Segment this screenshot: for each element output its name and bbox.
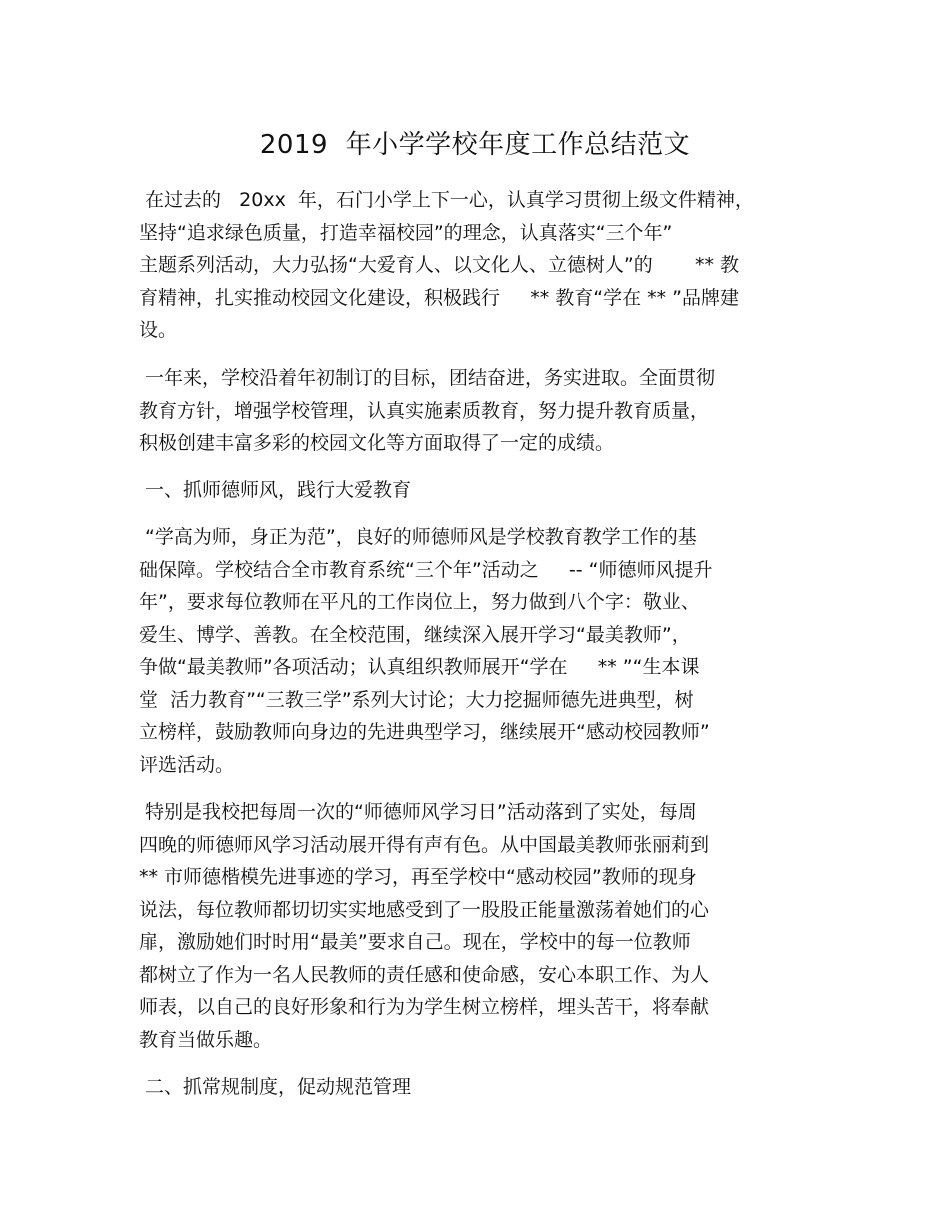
paragraph-summary	[139, 362, 819, 460]
paragraph-teacher-ethics	[139, 521, 819, 781]
paragraph-line: 坚持“追求绿色质量，打造幸福校园”的理念，认真落实“三个年”	[139, 221, 673, 244]
paragraph-line: ** 市师德楷模先进事迹的学习，再至学校中“感动校园”教师的现身	[139, 866, 697, 888]
paragraph-line: 设。	[139, 319, 178, 341]
paragraph-line: 扉，激励她们时时用“最美”要求自己。现在，学校中的每一位教师	[139, 931, 691, 953]
paragraph-line: 础保障。学校结合全市教育系统“三个年”活动之 -- “师德师风提升	[139, 558, 713, 581]
paragraph-line: 主题系列活动，大力弘扬“大爱育人、以文化人、立德树人”的 ** 教	[139, 254, 740, 276]
paragraph-line: 年”，要求每位教师在平凡的工作岗位上，努力做到八个字：敬业、	[139, 591, 700, 613]
paragraph-study-day	[139, 796, 819, 1056]
paragraph-line: “学高为师，身正为范”，良好的师德师风是学校教育教学工作的基	[139, 526, 697, 548]
paragraph-line: 四晚的师德师风学习活动展开得有声有色。从中国最美教师张丽莉到	[139, 833, 710, 856]
paragraph-line: 积极创建丰富多彩的校园文化等方面取得了一定的成绩。	[139, 432, 615, 454]
paragraph-line: 立榜样，鼓励教师向身边的先进典型学习，继续展开“感动校园教师”	[139, 721, 710, 743]
paragraph-line: 评选活动。	[139, 753, 235, 776]
paragraph-line: 都树立了作为一名人民教师的责任感和使命感，安心本职工作、为人	[139, 963, 710, 986]
section-heading-text: 二、抓常规制度，促动规范管理	[139, 1076, 412, 1098]
section-heading-1	[139, 474, 819, 507]
paragraph-line: 堂 活力教育”“三教三学”系列大讨论；大力挖掘师德先进典型，树	[139, 688, 694, 711]
paragraph-line: 一年来，学校沿着年初制订的目标，团结奋进，务实进取。全面贯彻	[139, 367, 716, 389]
paragraph-line: 特别是我校把每周一次的“师德师风学习日”活动落到了实处，每周	[139, 801, 697, 823]
paragraph-intro	[139, 184, 819, 347]
paragraph-line: 育精神，扎实推动校园文化建设，积极践行 ** 教育“学在 ** ”品牌建	[139, 286, 740, 309]
paragraph-line: 争做“最美教师”各项活动；认真组织教师展开“学在 ** ”“生本课	[139, 656, 700, 678]
paragraph-line: 教育方针，增强学校管理，认真实施素质教育，努力提升教育质量，	[139, 399, 710, 422]
paragraph-line: 师表，以自己的良好形象和行为为学生树立榜样，埋头苦干，将奉献	[139, 996, 710, 1018]
paragraph-line: 教育当做乐趣。	[139, 1028, 273, 1051]
document-title: 2019 年小学学校年度工作总结范文	[259, 130, 691, 160]
paragraph-line: 爱生、博学、善教。在全校范围，继续深入展开学习“最美教师”，	[139, 623, 691, 646]
paragraph-line: 在过去的 20xx 年，石门小学上下一心，认真学习贯彻上级文件精神，	[139, 189, 754, 211]
paragraph-line: 说法，每位教师都切切实实地感受到了一股股正能量激荡着她们的心	[139, 898, 710, 921]
section-heading-text: 一、抓师德师风，践行大爱教育	[139, 479, 412, 501]
section-heading-2	[139, 1071, 819, 1104]
